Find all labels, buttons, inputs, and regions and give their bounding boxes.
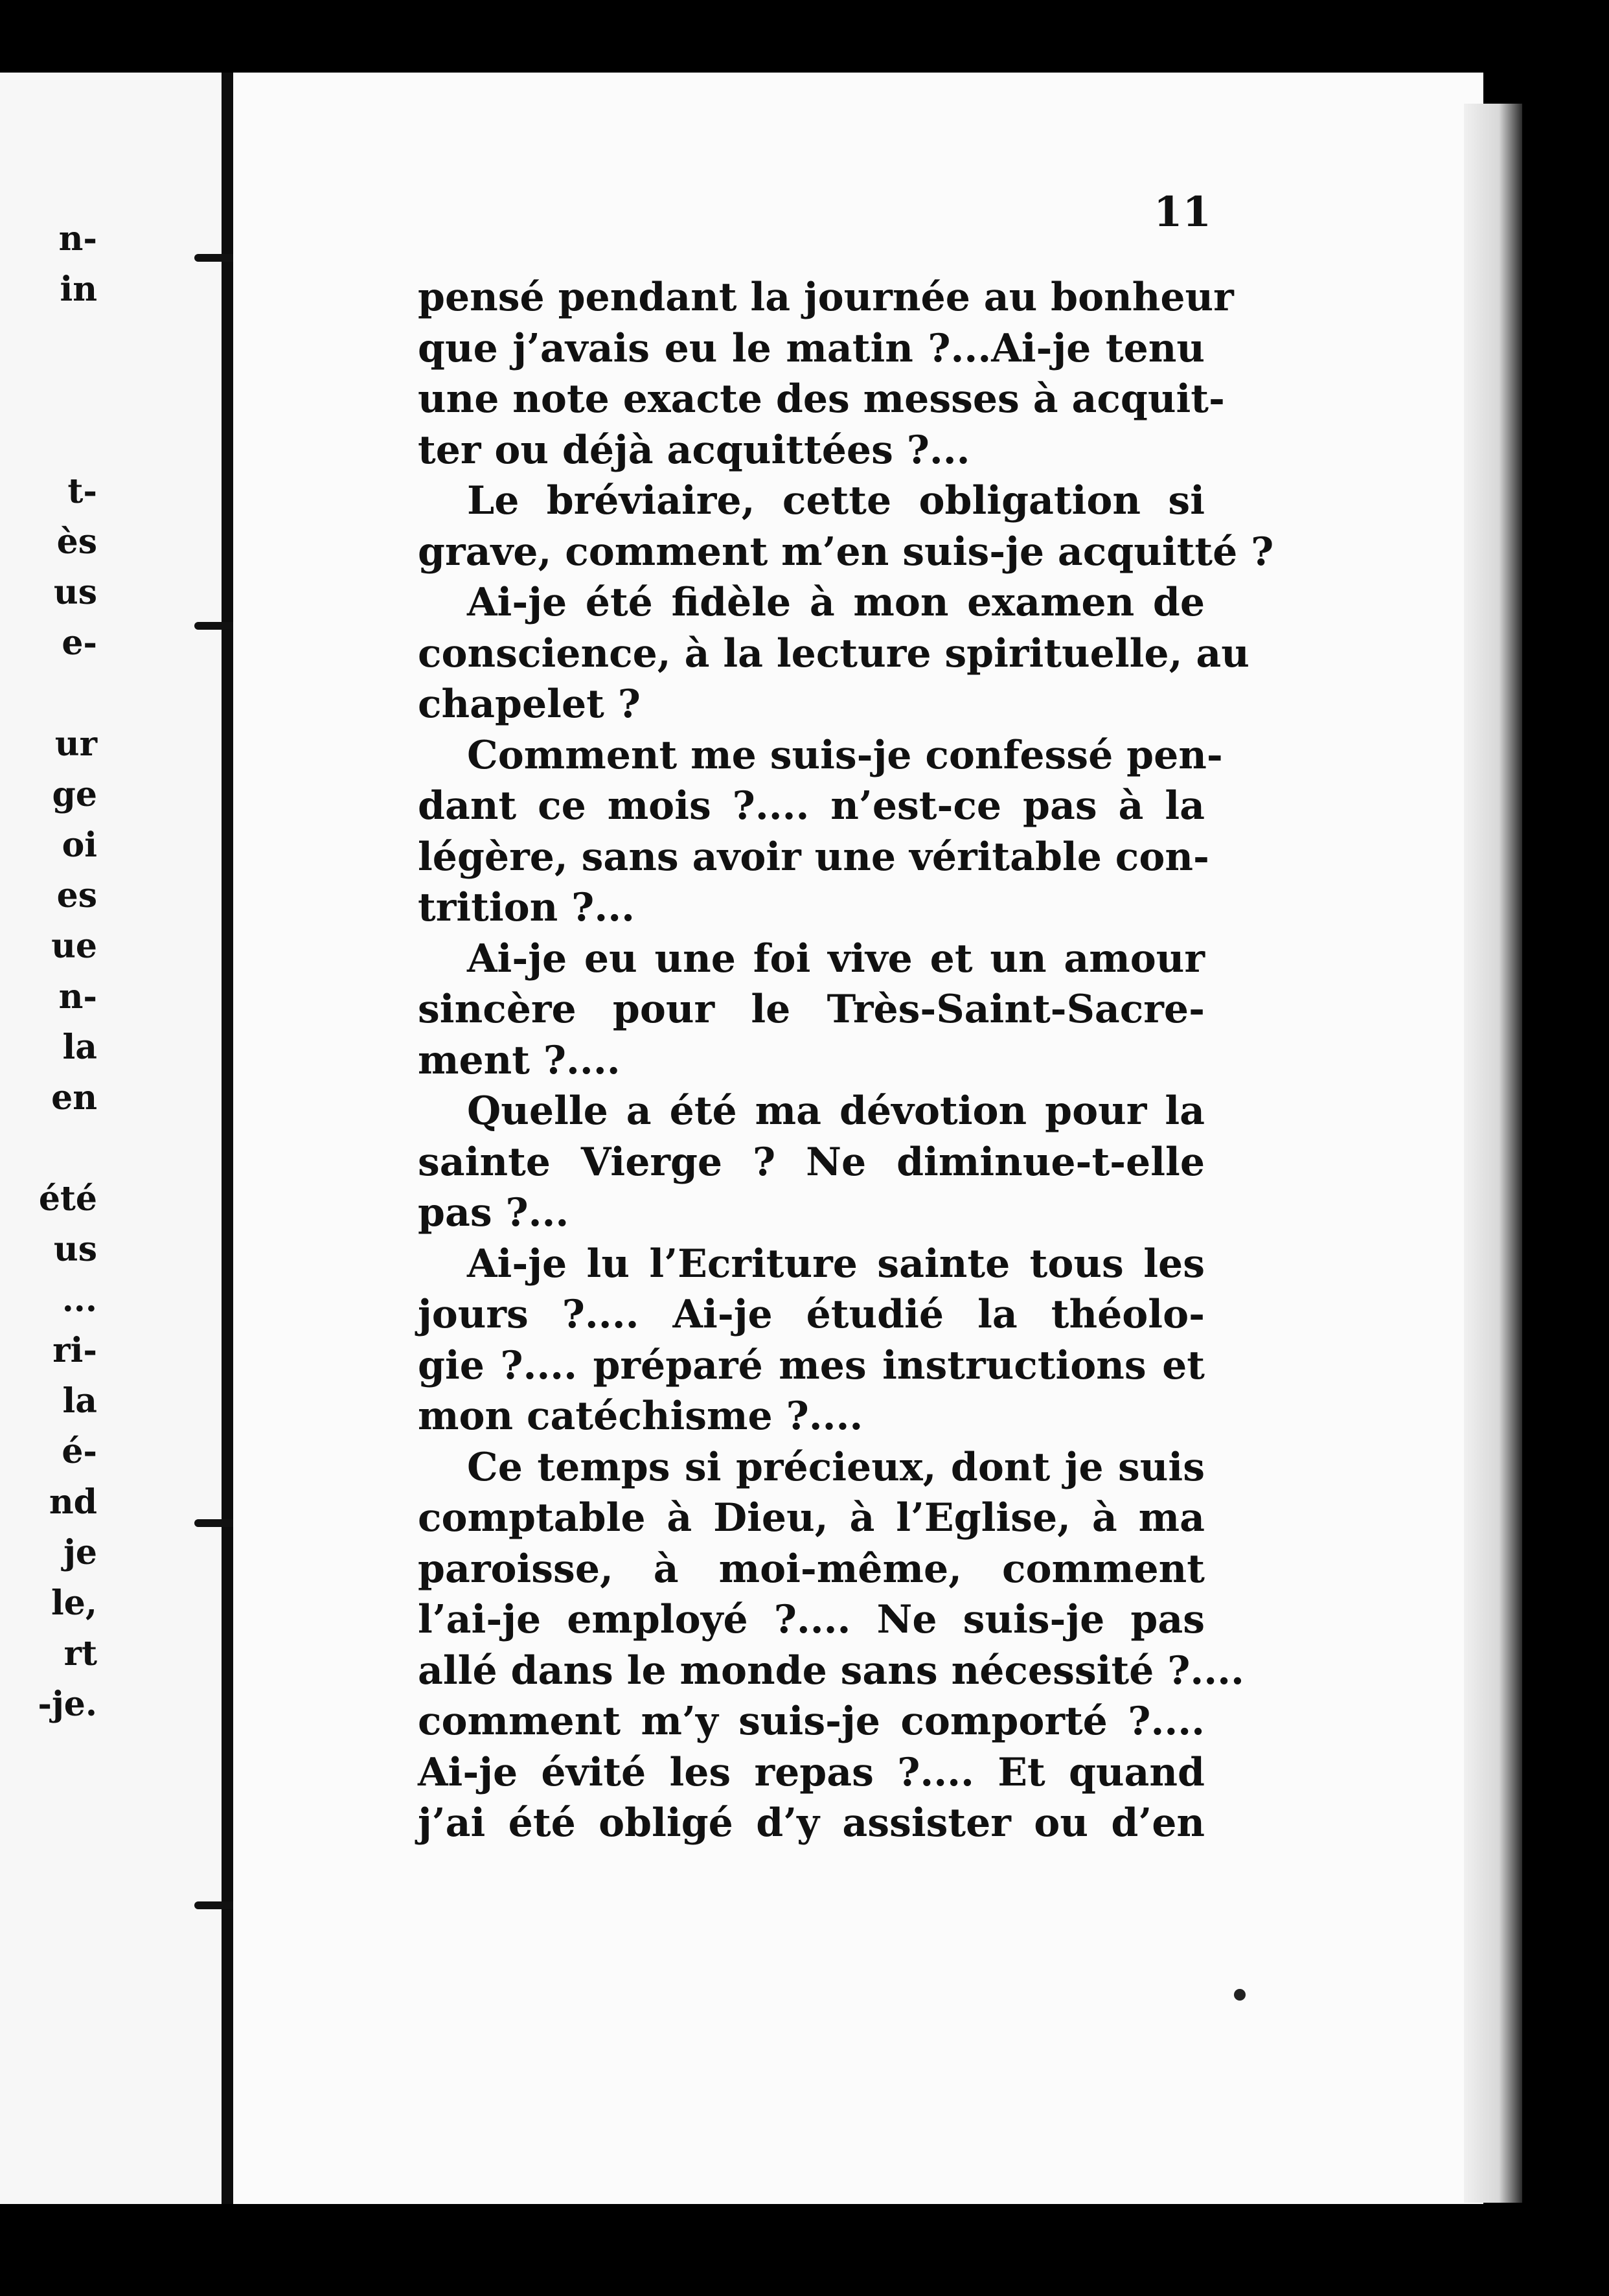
facing-page-fragment: ue bbox=[51, 926, 97, 966]
text-line: chapelet ? bbox=[418, 682, 641, 727]
facing-page-fragment: us bbox=[53, 1230, 97, 1269]
text-line: paroisse, à moi-même, comment bbox=[418, 1546, 1205, 1592]
text-line: dant ce mois ?.... n’est-ce pas à la bbox=[418, 783, 1205, 829]
facing-page-fragment: été bbox=[38, 1179, 97, 1219]
facing-page-fragment bbox=[0, 1123, 97, 1174]
facing-page-fragment: la bbox=[62, 1027, 97, 1067]
text-line: légère, sans avoir une véritable con- bbox=[418, 834, 1209, 880]
facing-page-fragment: rt bbox=[63, 1634, 97, 1673]
text-line: gie ?.... préparé mes instructions et bbox=[418, 1342, 1205, 1388]
text-line: Ai-je été fidèle à mon examen de bbox=[467, 580, 1205, 625]
facing-page-fragment: é- bbox=[62, 1432, 97, 1471]
facing-page-fragment: e- bbox=[62, 623, 97, 663]
text-line: ter ou déjà acquittées ?... bbox=[418, 427, 970, 473]
text-line: une note exacte des messes à acquit- bbox=[418, 376, 1225, 422]
ink-speck bbox=[1234, 1989, 1246, 2001]
text-line: Le bréviaire, cette obligation si bbox=[467, 478, 1205, 523]
facing-page-fragment: en bbox=[51, 1078, 97, 1118]
facing-page-fragment: n- bbox=[58, 977, 97, 1016]
text-line: Ce temps si précieux, dont je suis bbox=[467, 1444, 1205, 1490]
facing-page-fragment: le, bbox=[51, 1583, 97, 1623]
text-line: trition ?... bbox=[418, 885, 635, 930]
facing-page-fragment: us bbox=[53, 573, 97, 612]
facing-page-fragment: la bbox=[62, 1381, 97, 1421]
text-line: pensé pendant la journée au bonheur bbox=[418, 275, 1234, 320]
text-line: Comment me suis-je confessé pen- bbox=[467, 732, 1223, 778]
text-line: sainte Vierge ? Ne diminue-t-elle bbox=[418, 1139, 1205, 1185]
text-line: sincère pour le Très-Saint-Sacre- bbox=[418, 987, 1205, 1032]
text-line: j’ai été obligé d’y assister ou d’en bbox=[418, 1800, 1205, 1846]
page-number: 11 bbox=[1153, 188, 1211, 236]
facing-page-fragment: ri- bbox=[52, 1331, 97, 1370]
text-line: Ai-je évité les repas ?.... Et quand bbox=[418, 1749, 1205, 1795]
facing-page-text-fragments bbox=[0, 214, 97, 1808]
text-line: l’ai-je employé ?.... Ne suis-je pas bbox=[418, 1597, 1205, 1642]
text-line: comment m’y suis-je comporté ?.... bbox=[418, 1699, 1205, 1744]
facing-page-fragment: oi bbox=[62, 825, 97, 865]
text-line: pas ?... bbox=[418, 1190, 569, 1235]
facing-page-fragment bbox=[0, 669, 97, 719]
text-line: que j’avais eu le matin ?...Ai-je tenu bbox=[418, 325, 1205, 371]
text-line: grave, comment m’en suis-je acquitté ? bbox=[418, 529, 1274, 575]
text-line: comptable à Dieu, à l’Eglise, à ma bbox=[418, 1495, 1205, 1541]
facing-page-fragment: ur bbox=[54, 724, 97, 764]
facing-page-fragment: es bbox=[56, 876, 97, 915]
text-line: conscience, à la lecture spirituelle, au bbox=[418, 630, 1250, 676]
facing-page-fragment: n- bbox=[58, 219, 97, 258]
facing-page-fragment: je bbox=[63, 1533, 97, 1572]
facing-page-fragment: ge bbox=[52, 775, 97, 814]
book-gutter bbox=[222, 73, 234, 2204]
facing-page-fragment bbox=[0, 365, 97, 416]
text-line: Ai-je lu l’Ecriture sainte tous les bbox=[467, 1241, 1205, 1287]
text-line: allé dans le monde sans nécessité ?.... bbox=[418, 1647, 1244, 1693]
text-line: ment ?.... bbox=[418, 1037, 621, 1083]
text-line: mon catéchisme ?.... bbox=[418, 1394, 863, 1439]
facing-page-fragment: ès bbox=[56, 522, 97, 562]
facing-page-fragment bbox=[0, 315, 97, 365]
facing-page-fragment: nd bbox=[49, 1482, 97, 1522]
text-line: Ai-je eu une foi vive et un amour bbox=[467, 936, 1205, 982]
facing-page-fragment: -je. bbox=[38, 1684, 97, 1724]
page-body-text bbox=[418, 272, 1274, 1849]
facing-page-fragment bbox=[0, 416, 97, 466]
text-line: jours ?.... Ai-je étudié la théolo- bbox=[418, 1292, 1205, 1337]
facing-page-fragment: in bbox=[60, 270, 97, 309]
facing-page-fragment: t- bbox=[67, 472, 97, 511]
text-line: Quelle a été ma dévotion pour la bbox=[467, 1088, 1205, 1134]
facing-page-fragment: ... bbox=[62, 1280, 97, 1320]
page-edge-shadow bbox=[1464, 104, 1522, 2203]
